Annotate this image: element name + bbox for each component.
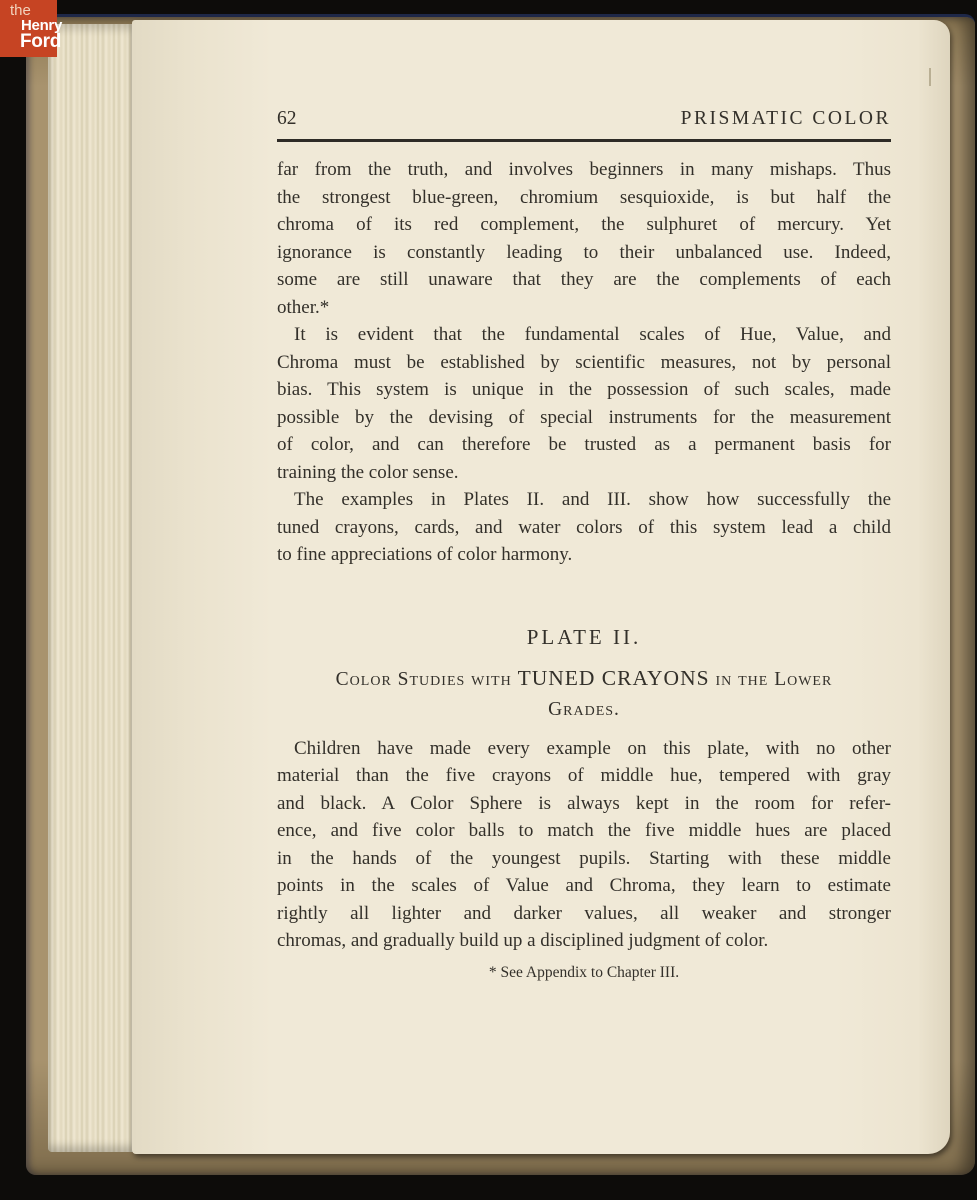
logo-text-henry: Henry [21, 17, 63, 34]
plate-subheading-line-2 [277, 695, 891, 725]
subheading-segment: Color Studies with [335, 668, 518, 690]
subheading-segment: in the Lower [709, 668, 833, 690]
text-line: chroma of its red complement, the sulphuret of mercury. Yet [277, 214, 891, 235]
text-line: points in the scales of Value and Chroma, they learn to estimate [277, 875, 891, 896]
text-line: chromas, and gradually build up a disciplined judgment of color. [277, 930, 769, 951]
text-line: The examples in Plates II. and III. show how successfully the [294, 489, 891, 510]
henry-ford-logo [0, 0, 63, 57]
running-title: PRISMATIC COLOR [680, 108, 891, 129]
text-line: in the hands of the youngest pupils. Starting with these middle [277, 847, 891, 869]
paragraph-3 [277, 486, 891, 569]
text-line: of color, and can therefore be trusted as a permanent basis for [277, 434, 891, 455]
text-line: possible by the devising of special instruments for the measurement [277, 406, 891, 428]
text-line: and black. A Color Sphere is always kept in the room for refer- [277, 792, 891, 814]
text-line: the strongest blue-green, chromium sesquioxide, is but half the [277, 186, 891, 208]
text-line: Children have made every example on this plate, with no other [294, 737, 891, 759]
paragraph-1 [277, 156, 891, 321]
text-line: other.* [277, 296, 330, 318]
paragraph-2 [277, 321, 891, 486]
pen-mark [929, 68, 931, 86]
plate-subheading [277, 663, 891, 725]
text-line: training the color sense. [277, 461, 459, 483]
text-line: It is evident that the fundamental scales of Hue, Value, and [294, 324, 891, 345]
book-page [132, 20, 950, 1154]
text-line: rightly all lighter and darker values, all weaker and stronger [277, 902, 891, 924]
text-line: ence, and five color balls to match the five middle hues are placed [277, 820, 891, 841]
subheading-segment: Grades. [548, 698, 620, 720]
logo-text-ford: Ford [20, 31, 62, 52]
plate-paragraph [277, 735, 891, 955]
page-edge-stack [48, 24, 134, 1152]
text-line: bias. This system is unique in the possession of such scales, made [277, 379, 891, 400]
text-line: material than the five crayons of middle hue, tempered with gray [277, 765, 891, 786]
page-number: 62 [277, 108, 297, 129]
plate-heading: PLATE II. [526, 624, 642, 649]
text-line: tuned crayons, cards, and water colors of this system lead a child [277, 516, 891, 538]
text-line: ignorance is constantly leading to their unbalanced use. Indeed, [277, 241, 891, 263]
text-line: to fine appreciations of color harmony. [277, 544, 573, 565]
footnote: * See Appendix to Chapter III. [488, 963, 680, 981]
page-header [277, 108, 891, 130]
text-line: Chroma must be established by scientific measures, not by personal [277, 351, 891, 373]
logo-text-the: the [10, 2, 31, 19]
text-line: far from the truth, and involves beginners in many mishaps. Thus [277, 159, 891, 180]
body-text [277, 156, 891, 982]
subheading-segment: TUNED CRAYONS [517, 665, 710, 690]
text-line: some are still unaware that they are the complements of each [277, 269, 891, 290]
plate-subheading-line-1 [277, 663, 891, 695]
header-rule [277, 139, 891, 142]
